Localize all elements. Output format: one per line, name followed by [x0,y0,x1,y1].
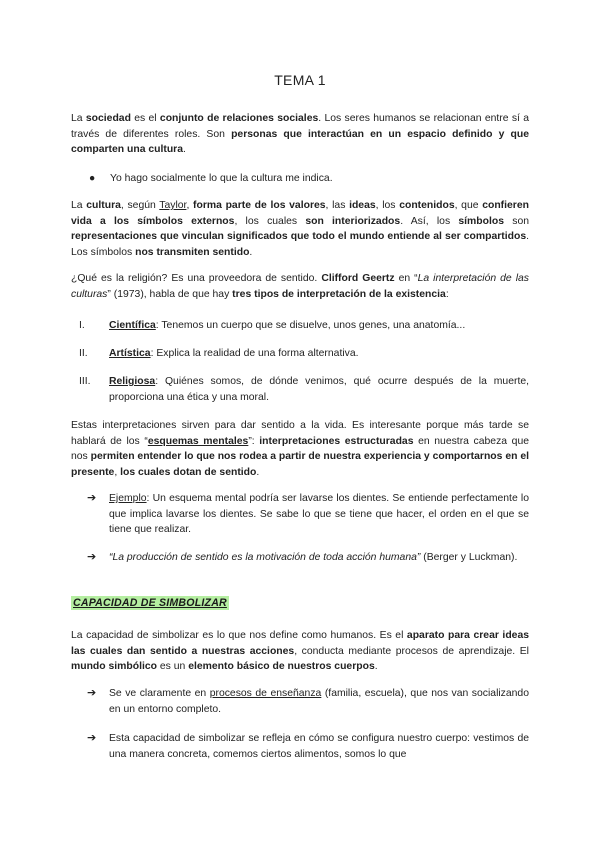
paragraph-mental-schemes: Estas interpretaciones sirven para dar sentido a la vida. Es interesante porque más tarde se hablará de los “esquemas mentales”: interpretaciones estructuradas en nuestra cabeza que nos permiten entender lo que nos rodea a partir de nuestra experiencia y comportarnos en el presente, los cuales dotan de sentido. [71,420,530,478]
paragraph-religion: ¿Qué es la religión? Es una proveedora de sentido. Clifford Geertz en “La interpretación de las culturas” (1973), habla de que hay tres tipos de interpretación de la existencia: [71,273,529,300]
list-item-artistica: Artística: Explica la realidad de una forma alternativa. [109,348,359,359]
bullet-dot-icon: ● [89,173,96,184]
arrow-icon: ➔ [87,732,97,744]
paragraph-symbolize: La capacidad de simbolizar es lo que nos define como humanos. Es el aparato para crear ideas las cuales dan sentido a nuestras acciones, conducta mediante procesos de aprendizaje. El mundo simbólico es un elemento básico de nuestros cuerpos. [71,630,530,673]
list-item-religiosa: Religiosa: Quiénes somos, de dónde venimos, qué ocurre después de la muerte, proporciona una ética y una moral. [109,376,529,403]
arrow-icon: ➔ [87,492,97,504]
arrow-icon: ➔ [87,687,97,699]
arrow-item-quote: “La producción de sentido es la motivación de toda acción humana” (Berger y Luckman). [109,552,518,563]
list-item-cientifica: Científica: Tenemos un cuerpo que se disuelve, unos genes, una anatomía... [109,320,466,331]
list-number: I. [79,320,85,331]
section-heading: CAPACIDAD DE SIMBOLIZAR [73,597,227,609]
arrow-item-teaching: Se ve claramente en procesos de enseñanza (familia, escuela), que nos van socializando en un entorno completo. [109,688,529,715]
arrow-item-body: Esta capacidad de simbolizar se refleja en cómo se configura nuestro cuerpo: vestimos de una manera concreta, comemos ciertos alimentos, somos lo que [109,733,529,760]
page-title: TEMA 1 [274,72,326,88]
paragraph-culture: La cultura, según Taylor, forma parte de los valores, las ideas, los contenidos, que confieren vida a los símbolos externos, los cuales son interiorizados. Así, los símbolos son representaciones que vinculan significados que todo el mundo entiende al ser compartidos. Los símbolos nos transmiten sentido. [71,200,530,258]
arrow-icon: ➔ [87,551,97,563]
list-number: III. [79,376,91,387]
bullet-item: Yo hago socialmente lo que la cultura me indica. [110,173,333,184]
list-number: II. [79,348,88,359]
arrow-item-example: Ejemplo: Un esquema mental podría ser lavarse los dientes. Se entiende perfectamente lo que implica lavarse los dientes. Se sabe lo que se tiene que hacer, el orden en el que se tiene que realizar. [109,493,529,536]
paragraph-society: La sociedad es el conjunto de relaciones sociales. Los seres humanos se relacionan entre sí a través de diferentes roles. Son personas que interactúan en un espacio definido y que comparten una cultura. [71,113,529,156]
